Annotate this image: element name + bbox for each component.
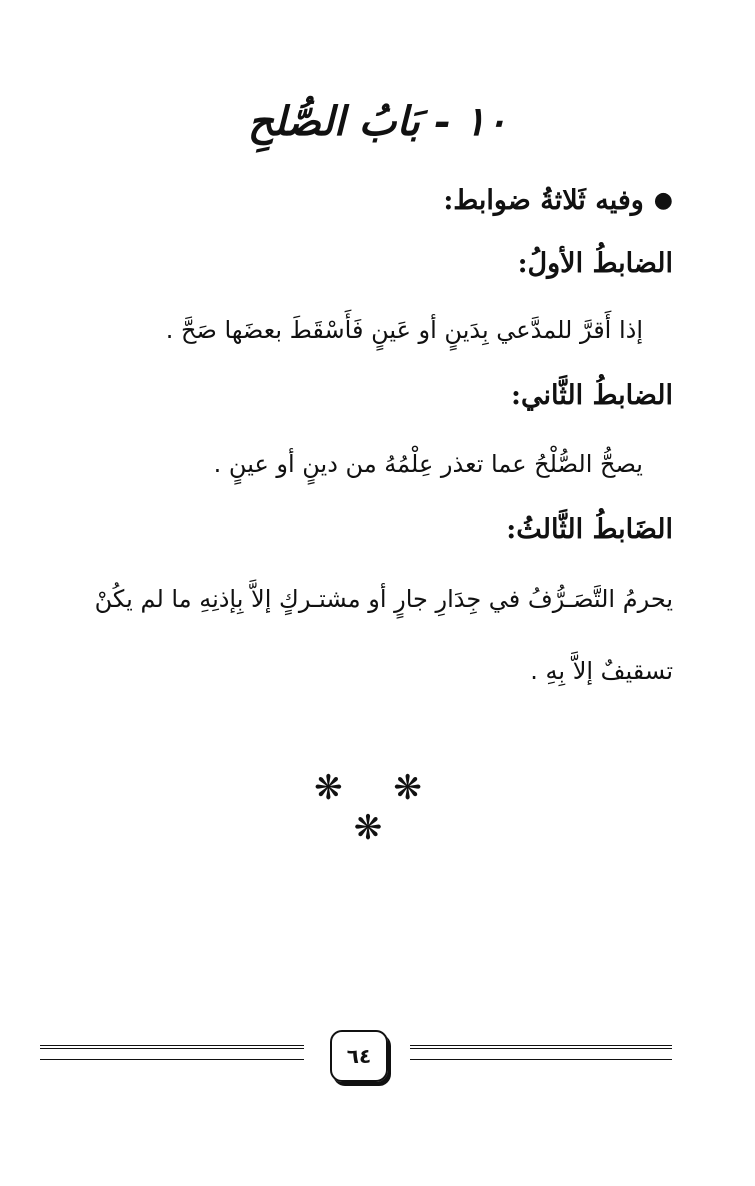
rule-2-heading: الضابطُ الثَّاني: (511, 380, 673, 411)
rule-3-heading: الضَابطُ الثَّالثُ: (506, 514, 673, 545)
page-number: ٦٤ (330, 1030, 388, 1082)
footer-rule-right (410, 1045, 672, 1060)
intro-text: وفيه ثَلاثةُ ضوابط: (443, 185, 644, 216)
bullet-icon: ● (653, 187, 673, 213)
footer-rule-left (40, 1045, 304, 1060)
rule-1-heading: الضابطُ الأولُ: (517, 248, 673, 279)
rule-3-text: يحرمُ التَّصَـرُّفُ في جِدَارِ جارٍ أو مشتـركٍ إلاَّ بِإذنِهِ ما لم يكُنْ تسقيفٌ إلاَّ بِهِ . (94, 585, 673, 685)
rule-2-text: يصحُّ الصُّلْحُ عما تعذر عِلْمُهُ من دينٍ أو عينٍ . (213, 450, 643, 478)
chapter-title: ١٠ - بَابُ الصُّلحِ (247, 98, 508, 145)
intro-line (60, 178, 673, 223)
rule-1-text: إذا أَقرَّ للمدَّعي بِدَينٍ أو عَينٍ فَأَسْقَطَ بعضَها صَحَّ . (165, 316, 643, 344)
section-separator: ❋ ❋ ❋ (314, 768, 442, 848)
